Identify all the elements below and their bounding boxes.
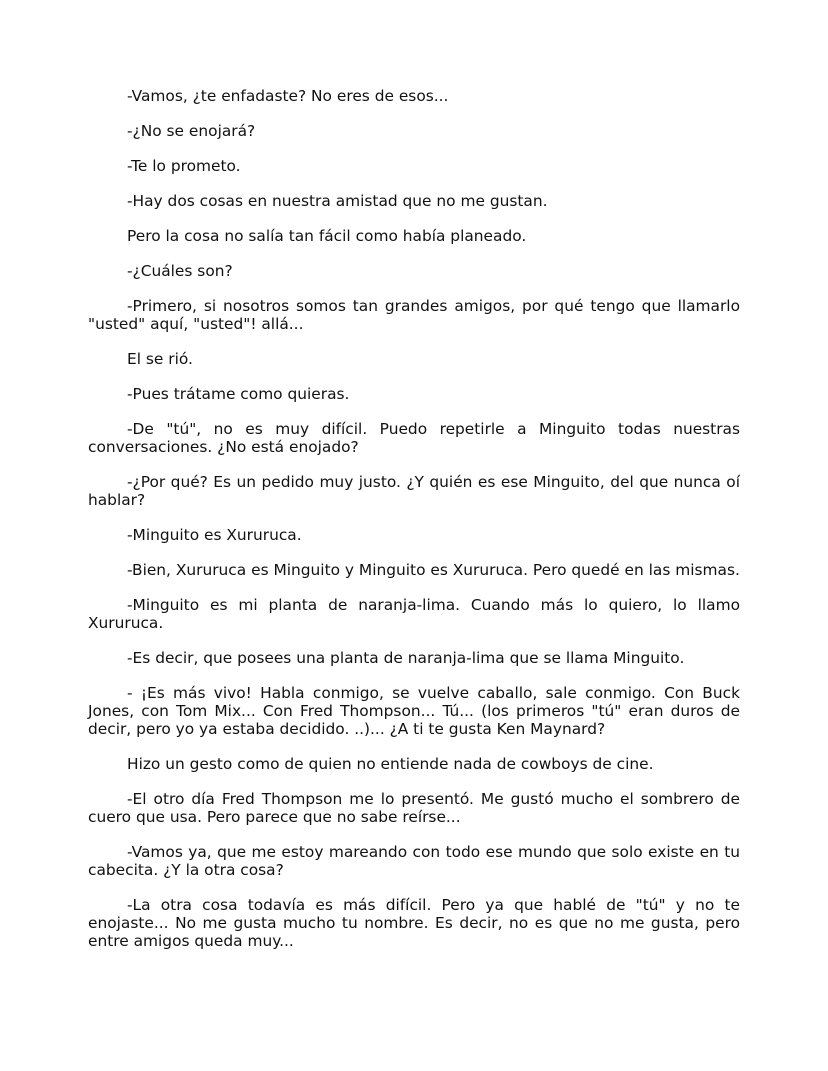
paragraph: -Vamos, ¿te enfadaste? No eres de esos...: [127, 87, 449, 105]
paragraph: El se rió.: [127, 350, 193, 368]
paragraph: -Vamos ya, que me estoy mareando con todo ese mundo que solo existe en tu cabecita. ¿Y la otra cosa?: [88, 843, 740, 879]
document-page: [88, 87, 740, 950]
paragraph: - ¡Es más vivo! Habla conmigo, se vuelve caballo, sale conmigo. Con Buck Jones, con Tom Mix... Con Fred Thompson... Tú... (los primeros "tú" eran duros de decir, pero yo ya estaba decidido. ..)... ¿A ti te gusta Ken Maynard?: [88, 684, 740, 738]
paragraph: -Primero, si nosotros somos tan grandes amigos, por qué tengo que llamarlo "usted" aquí, "usted"! allá...: [88, 297, 740, 333]
paragraph: -Minguito es mi planta de naranja-lima. Cuando más lo quiero, lo llamo Xururuca.: [88, 596, 740, 632]
paragraph: -Hay dos cosas en nuestra amistad que no me gustan.: [127, 192, 548, 210]
paragraph: -¿Por qué? Es un pedido muy justo. ¿Y quién es ese Minguito, del que nunca oí hablar?: [88, 473, 740, 509]
paragraph: -Minguito es Xururuca.: [127, 526, 302, 544]
paragraph: -¿Cuáles son?: [127, 262, 233, 280]
paragraph: -El otro día Fred Thompson me lo presentó. Me gustó mucho el sombrero de cuero que usa. Pero parece que no sabe reírse...: [88, 790, 740, 826]
paragraph: -Te lo prometo.: [127, 157, 241, 175]
paragraph: -Pues trátame como quieras.: [127, 385, 350, 403]
paragraph: -¿No se enojará?: [127, 122, 256, 140]
paragraph: -Es decir, que posees una planta de naranja-lima que se llama Minguito.: [127, 649, 685, 667]
paragraph: Hizo un gesto como de quien no entiende nada de cowboys de cine.: [127, 755, 654, 773]
paragraph: Pero la cosa no salía tan fácil como había planeado.: [127, 227, 527, 245]
paragraph: -La otra cosa todavía es más difícil. Pero ya que hablé de "tú" y no te enojaste... No me gusta mucho tu nombre. Es decir, no es que no me gusta, pero entre amigos queda muy...: [88, 896, 740, 950]
paragraph: -De "tú", no es muy difícil. Puedo repetirle a Minguito todas nuestras conversaciones. ¿No está enojado?: [88, 420, 740, 456]
paragraph: -Bien, Xururuca es Minguito y Minguito es Xururuca. Pero quedé en las mismas.: [127, 561, 740, 579]
